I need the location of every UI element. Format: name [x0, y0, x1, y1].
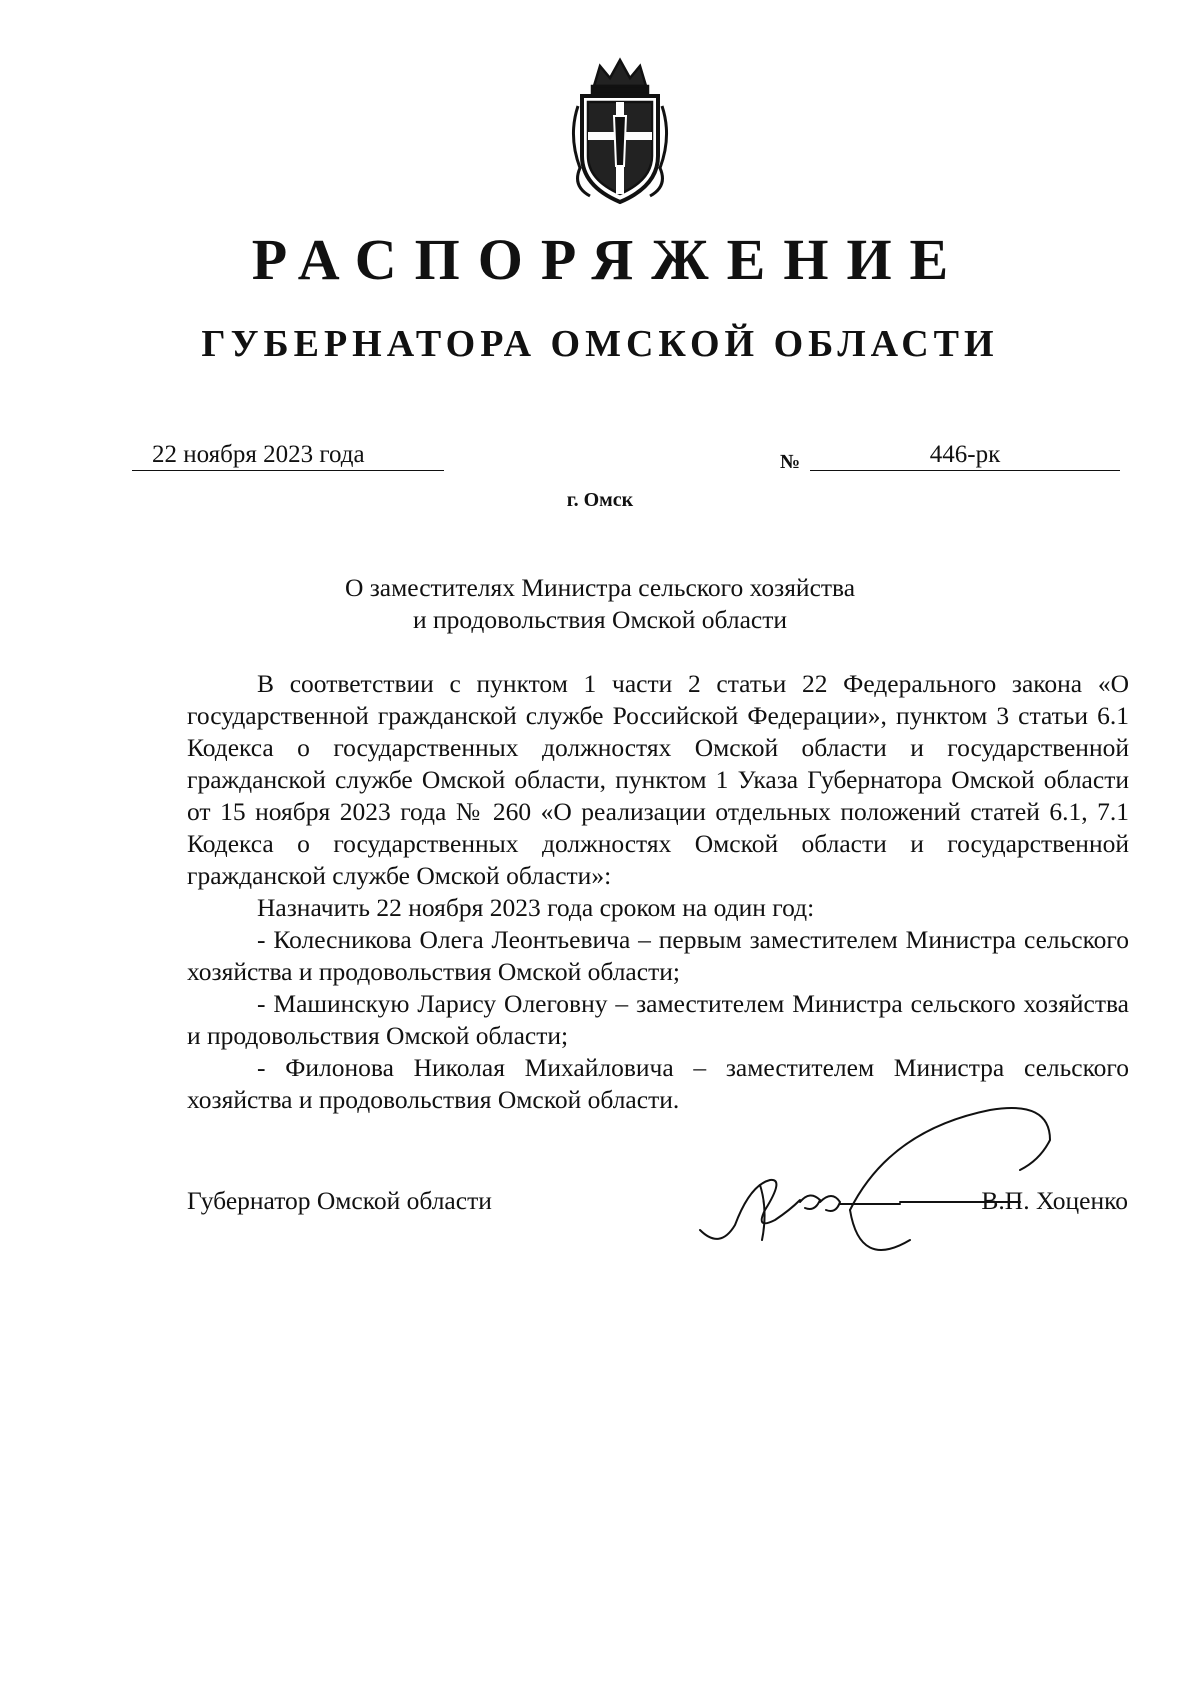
omsk-coat-of-arms-icon: [560, 56, 680, 206]
issuer-title: ГУБЕРНАТОРА ОМСКОЙ ОБЛАСТИ: [201, 323, 999, 365]
signatory-position: Губернатор Омской области: [187, 1186, 492, 1215]
appointment-item: - Машинскую Ларису Олеговну – заместителем Министра сельского хозяйства и продовольствия Омской области;: [187, 989, 1129, 1050]
document-type-title: РАСПОРЯЖЕНИЕ: [251, 227, 967, 292]
handwritten-signature: [690, 1090, 1110, 1270]
signatory-name: В.П. Хоценко: [981, 1186, 1128, 1215]
appointment-item: - Филонова Николая Михайловича – заместителем Министра сельского хозяйства и продовольствия Омской области.: [187, 1053, 1129, 1114]
city: г. Омск: [566, 489, 634, 511]
subject-line-2: и продовольствия Омской области: [412, 605, 788, 634]
document-body: [187, 668, 1129, 1116]
document-date: 22 ноября 2023 года: [132, 440, 444, 471]
subject-line-1: О заместителях Министра сельского хозяйства: [344, 573, 856, 602]
appoint-paragraph: Назначить 22 ноября 2023 года сроком на один год:: [257, 893, 815, 922]
appointment-item: - Колесникова Олега Леонтьевича – первым заместителем Министра сельского хозяйства и продовольствия Омской области;: [187, 925, 1129, 986]
document-number: 446-рк: [810, 440, 1120, 471]
preamble-paragraph: В соответствии с пунктом 1 части 2 статьи 22 Федерального закона «О государственной гражданской службе Российской Федерации», пунктом 3 статьи 6.1 Кодекса о государственных должностях Омской области и государственной гражданской службе Омской области, пунктом 1 Указа Губернатора Омской области от 15 ноября 2023 года № 260 «О реализации отдельных положений статей 6.1, 7.1 Кодекса о государственных должностях Омской области и государственной гражданской службе Омской области»:: [187, 669, 1129, 890]
number-label: №: [780, 451, 801, 473]
document-subject: [0, 572, 1200, 636]
